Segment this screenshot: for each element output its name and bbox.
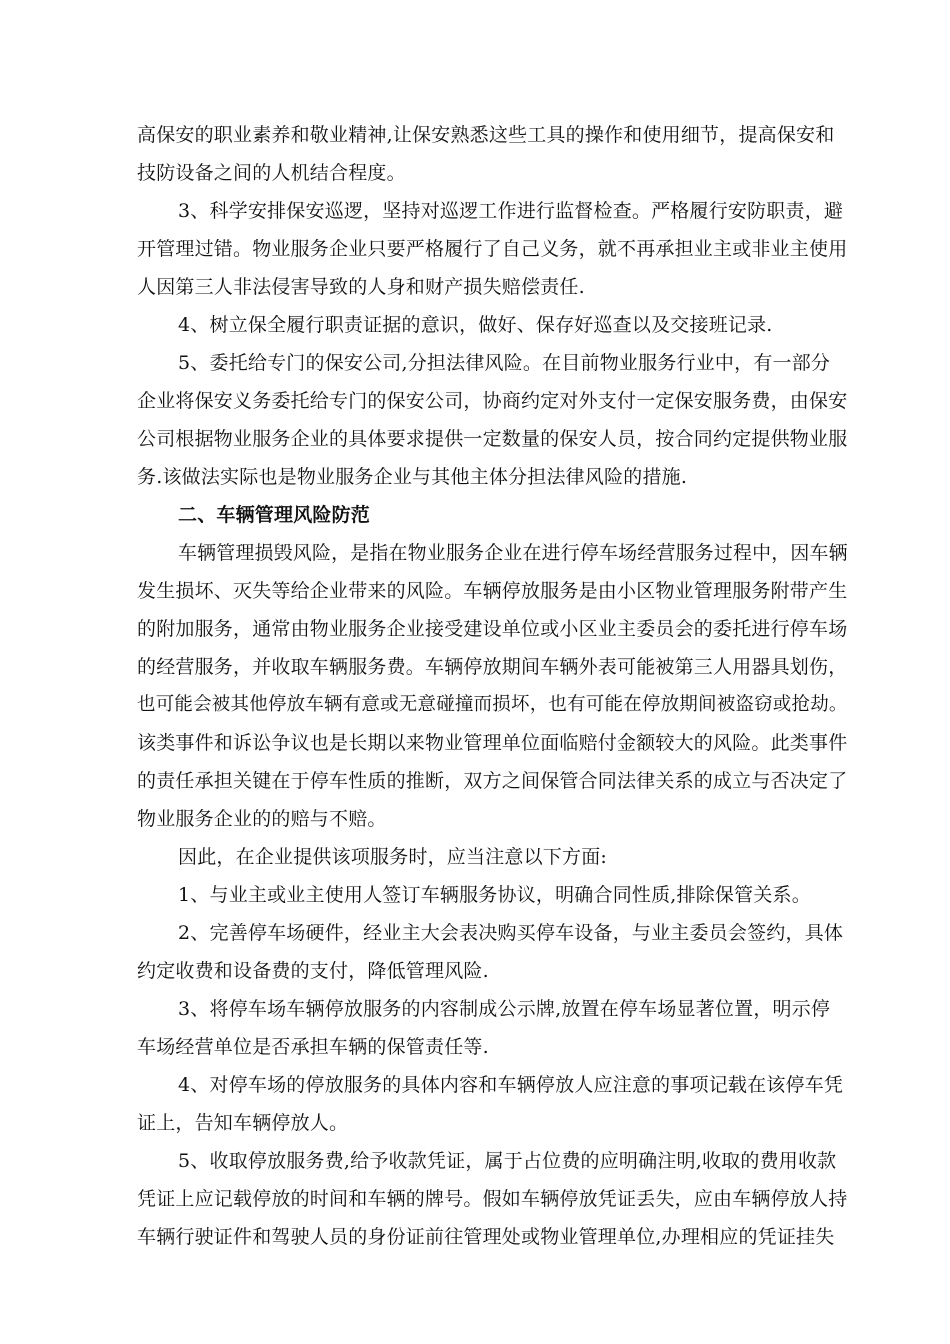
text-line: 5、委托给专门的保安公司,分担法律风险。在目前物业服务行业中，有一部分 — [178, 352, 831, 374]
text-line: 也可能会被其他停放车辆有意或无意碰撞而损坏，也有可能在停放期间被盗窃或抢劫。 — [137, 694, 848, 715]
text-line: 技防设备之间的人机结合程度。 — [137, 162, 406, 184]
text-line: 5、收取停放服务费,给予收款凭证，属于占位费的应明确注明,收取的费用收款 — [178, 1150, 837, 1172]
text-line: 的经营服务，并收取车辆服务费。车辆停放期间车辆外表可能被第三人用器具划伤， — [137, 656, 848, 678]
text-line: 公司根据物业服务企业的具体要求提供一定数量的保安人员，按合同约定提供物业服 — [137, 428, 848, 450]
text-line: 人因第三人非法侵害导致的人身和财产损失赔偿责任. — [137, 276, 585, 298]
text-line: 约定收费和设备费的支付，降低管理风险. — [137, 960, 489, 982]
text-line: 凭证上应记载停放的时间和车辆的牌号。假如车辆停放凭证丢失，应由车辆停放人持 — [137, 1188, 848, 1210]
text-line: 1、与业主或业主使用人签订车辆服务协议，明确合同性质,排除保管关系。 — [178, 884, 811, 906]
text-line: 4、对停车场的停放服务的具体内容和车辆停放人应注意的事项记载在该停车凭 — [178, 1074, 844, 1096]
text-line: 务.该做法实际也是物业服务企业与其他主体分担法律风险的措施. — [137, 466, 688, 488]
text-line: 因此，在企业提供该项服务时，应当注意以下方面: — [178, 846, 608, 868]
text-line: 物业服务企业的的赔与不赔。 — [137, 808, 387, 830]
text-line: 该类事件和诉讼争议也是长期以来物业管理单位面临赔付金额较大的风险。此类事件 — [137, 732, 848, 754]
text-line: 3、将停车场车辆停放服务的内容制成公示牌,放置在停车场显著位置，明示停 — [178, 998, 831, 1020]
text-line: 发生损坏、灭失等给企业带来的风险。车辆停放服务是由小区物业管理服务附带产生 — [137, 580, 848, 602]
text-line: 2、完善停车场硬件，经业主大会表决购买停车设备，与业主委员会签约，具体 — [178, 922, 844, 944]
text-line: 车辆管理损毁风险，是指在物业服务企业在进行停车场经营服务过程中，因车辆 — [178, 542, 848, 564]
text-line: 4、树立保全履行职责证据的意识，做好、保存好巡查以及交接班记录. — [178, 314, 773, 336]
text-line: 企业将保安义务委托给专门的保安公司，协商约定对外支付一定保安服务费，由保安 — [137, 390, 848, 412]
text-line: 开管理过错。物业服务企业只要严格履行了自己义务，就不再承担业主或非业主使用 — [137, 238, 848, 260]
text-line: 车辆行驶证件和驾驶人员的身份证前往管理处或物业管理单位,办理相应的凭证挂失 — [137, 1226, 835, 1248]
text-line: 的责任承担关键在于停车性质的推断，双方之间保管合同法律关系的成立与否决定了 — [137, 770, 848, 792]
text-line: 高保安的职业素养和敬业精神,让保安熟悉这些工具的操作和使用细节，提高保安和 — [137, 124, 835, 146]
section-heading: 二、车辆管理风险防范 — [178, 504, 371, 526]
text-line: 车场经营单位是否承担车辆的保管责任等. — [137, 1036, 489, 1058]
text-line: 3、科学安排保安巡逻，坚持对巡逻工作进行监督检查。严格履行安防职责，避 — [178, 200, 844, 222]
text-line: 的附加服务，通常由物业服务企业接受建设单位或小区业主委员会的委托进行停车场 — [137, 618, 848, 640]
text-line: 证上，告知车辆停放人。 — [137, 1112, 349, 1134]
